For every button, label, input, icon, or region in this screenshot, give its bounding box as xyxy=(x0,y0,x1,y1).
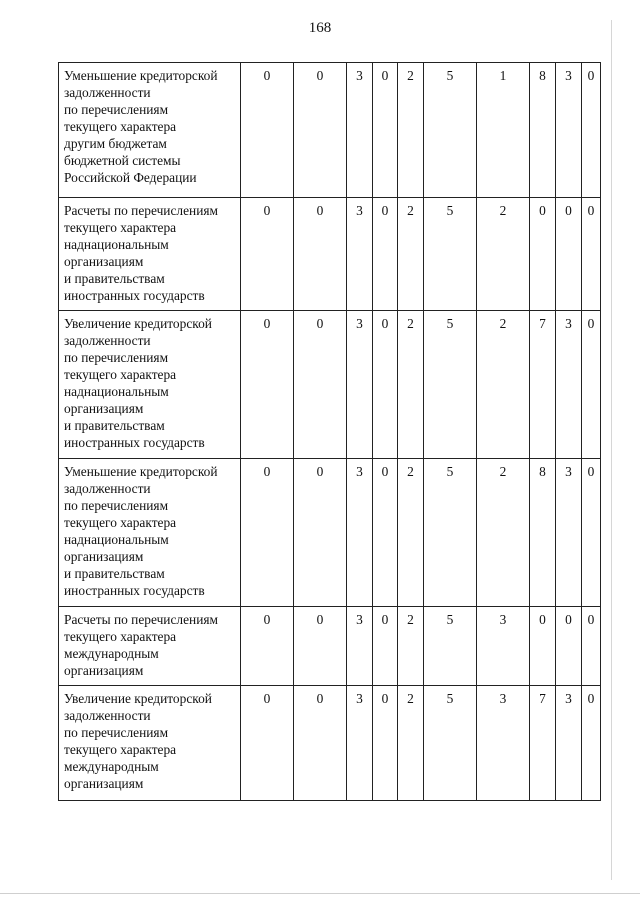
code-digit: 0 xyxy=(241,198,294,311)
table-row xyxy=(59,607,601,686)
row-label: Уменьшение кредиторской задолженности по перечислениям текущего характера другим бюджетам бюджетной системы Российской Федерации xyxy=(59,63,241,198)
code-table xyxy=(58,62,601,801)
code-digit: 3 xyxy=(556,459,582,607)
code-digit: 0 xyxy=(582,459,601,607)
page-number: 168 xyxy=(308,20,332,36)
code-digit: 0 xyxy=(556,198,582,311)
code-digit: 2 xyxy=(477,459,530,607)
code-digit: 0 xyxy=(294,686,347,801)
table-row xyxy=(59,311,601,459)
row-label: Увеличение кредиторской задолженности по перечислениям текущего характера международным организациям xyxy=(59,686,241,801)
code-digit: 0 xyxy=(241,311,294,459)
code-digit: 5 xyxy=(424,607,477,686)
code-digit: 2 xyxy=(477,311,530,459)
code-digit: 3 xyxy=(347,607,373,686)
code-digit: 0 xyxy=(373,607,398,686)
code-digit: 2 xyxy=(398,607,424,686)
code-digit: 0 xyxy=(530,607,556,686)
code-digit: 0 xyxy=(373,459,398,607)
code-digit: 0 xyxy=(582,607,601,686)
code-digit: 0 xyxy=(241,63,294,198)
code-digit: 5 xyxy=(424,686,477,801)
code-digit: 7 xyxy=(530,311,556,459)
table-row xyxy=(59,686,601,801)
code-digit: 2 xyxy=(398,311,424,459)
code-digit: 0 xyxy=(241,607,294,686)
code-digit: 0 xyxy=(582,311,601,459)
code-digit: 3 xyxy=(347,63,373,198)
code-digit: 2 xyxy=(398,63,424,198)
row-label: Расчеты по перечислениям текущего характера наднациональным организациям и правительствам иностранных государств xyxy=(59,198,241,311)
code-digit: 3 xyxy=(347,198,373,311)
code-digit: 0 xyxy=(582,63,601,198)
code-digit: 0 xyxy=(294,198,347,311)
code-digit: 3 xyxy=(477,686,530,801)
code-digit: 3 xyxy=(347,311,373,459)
code-digit: 0 xyxy=(294,311,347,459)
code-digit: 0 xyxy=(373,686,398,801)
row-label: Увеличение кредиторской задолженности по перечислениям текущего характера наднациональным организациям и правительствам иностранных государств xyxy=(59,311,241,459)
code-digit: 2 xyxy=(477,198,530,311)
code-digit: 0 xyxy=(373,311,398,459)
code-digit: 0 xyxy=(373,198,398,311)
code-digit: 8 xyxy=(530,459,556,607)
code-digit: 0 xyxy=(241,459,294,607)
code-digit: 5 xyxy=(424,459,477,607)
table-row xyxy=(59,198,601,311)
code-digit: 3 xyxy=(477,607,530,686)
code-digit: 5 xyxy=(424,63,477,198)
code-digit: 3 xyxy=(347,686,373,801)
code-digit: 7 xyxy=(530,686,556,801)
code-digit: 0 xyxy=(556,607,582,686)
scan-edge-bottom xyxy=(0,893,640,894)
table-row xyxy=(59,63,601,198)
code-digit: 0 xyxy=(530,198,556,311)
scan-edge-right xyxy=(611,20,612,880)
code-digit: 0 xyxy=(294,607,347,686)
code-digit: 0 xyxy=(373,63,398,198)
code-digit: 3 xyxy=(347,459,373,607)
code-digit: 3 xyxy=(556,686,582,801)
code-digit: 8 xyxy=(530,63,556,198)
table-row xyxy=(59,459,601,607)
code-digit: 0 xyxy=(582,198,601,311)
code-digit: 3 xyxy=(556,311,582,459)
code-digit: 1 xyxy=(477,63,530,198)
row-label: Уменьшение кредиторской задолженности по перечислениям текущего характера наднациональным организациям и правительствам иностранных государств xyxy=(59,459,241,607)
code-digit: 0 xyxy=(294,63,347,198)
code-digit: 5 xyxy=(424,198,477,311)
code-digit: 5 xyxy=(424,311,477,459)
row-label: Расчеты по перечислениям текущего характера международным организациям xyxy=(59,607,241,686)
code-digit: 0 xyxy=(241,686,294,801)
code-digit: 0 xyxy=(294,459,347,607)
code-digit: 2 xyxy=(398,459,424,607)
code-digit: 2 xyxy=(398,198,424,311)
code-digit: 0 xyxy=(582,686,601,801)
code-digit: 3 xyxy=(556,63,582,198)
code-digit: 2 xyxy=(398,686,424,801)
